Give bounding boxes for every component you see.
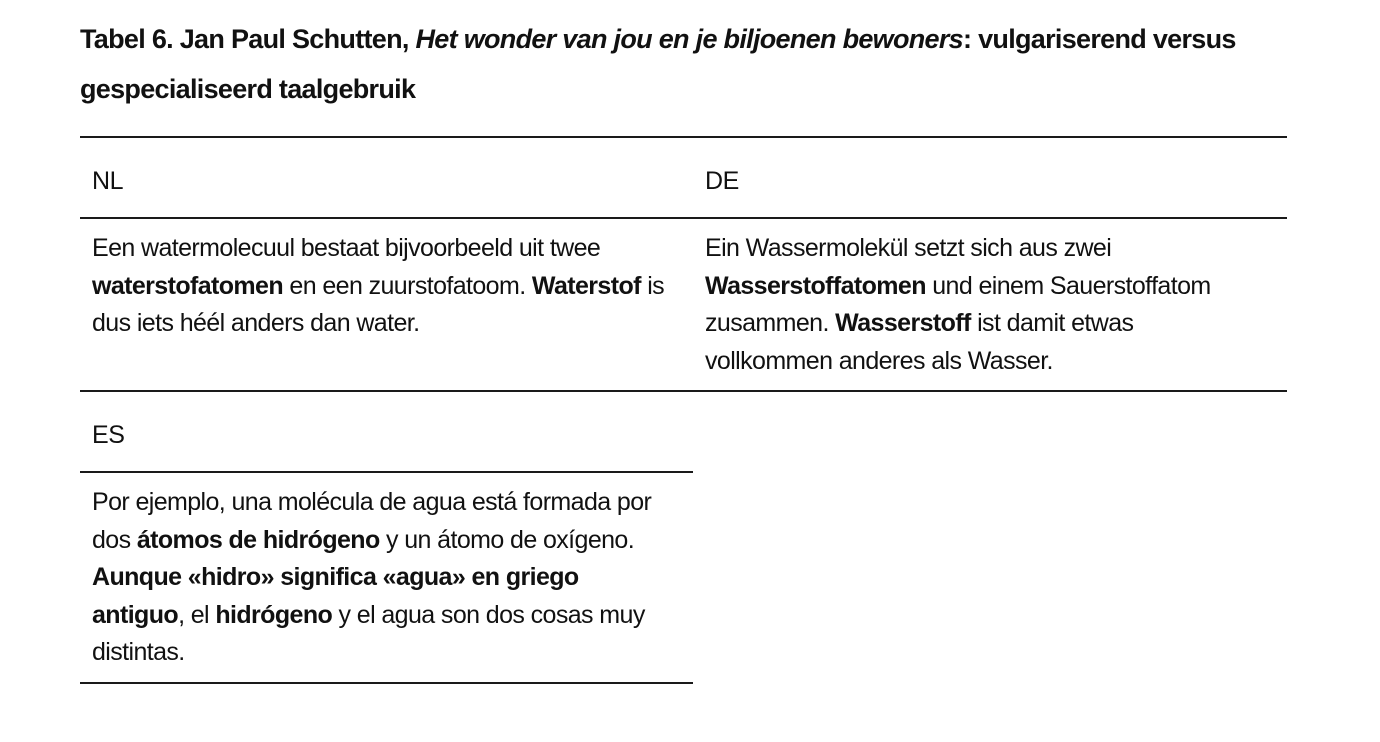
bold-term: hidrógeno [215, 600, 333, 629]
bold-term: Waterstof [531, 271, 641, 300]
text-run: ist damit etwas vollkommen anderes als Wasser. [705, 309, 1134, 375]
header-es: ES [92, 421, 125, 449]
text-run: is dus iets héél anders dan water. [92, 271, 665, 337]
text-run: , el [178, 600, 216, 629]
text-run: Por ejemplo, una molécula de agua está formada por dos [92, 488, 652, 554]
text-run: y el agua son dos cosas muy distintas. [92, 600, 645, 666]
table-top-rule [80, 136, 1287, 138]
caption-suffix: : vulgariserend versus gespecialiseerd taalgebruik [80, 24, 1236, 104]
bold-term: waterstofatomen [92, 271, 284, 300]
book-title: Het wonder van jou en je biljoenen bewoners [415, 24, 963, 54]
text-run: Een watermolecuul bestaat bijvoorbeeld uit twee [92, 234, 601, 262]
cell-de-text [705, 230, 1265, 380]
caption-prefix: Tabel 6. Jan Paul Schutten, [80, 24, 416, 54]
header-rule [80, 217, 1287, 219]
cell-es-text [92, 484, 652, 672]
header-es-rule [80, 471, 693, 473]
text-run: en een zuurstofatoom. [283, 271, 532, 300]
text-run: und einem Sauerstoffatom zusammen. [705, 271, 1211, 337]
text-run: y un átomo de oxígeno. [379, 525, 635, 554]
text-run: Ein Wassermolekül setzt sich aus zwei [705, 234, 1112, 262]
bold-term: Aunque «hidro» significa «agua» en griego antiguo [92, 563, 579, 629]
bold-term: átomos de hidrógeno [136, 525, 380, 554]
bold-term: Wasserstoffatomen [705, 271, 926, 300]
bold-term: Wasserstoff [835, 309, 971, 337]
header-nl: NL [92, 167, 124, 195]
header-de: DE [705, 167, 739, 195]
table-bottom-rule [80, 682, 693, 684]
table-caption [80, 14, 1286, 114]
row-rule [80, 390, 1287, 392]
cell-nl-text [92, 230, 692, 343]
